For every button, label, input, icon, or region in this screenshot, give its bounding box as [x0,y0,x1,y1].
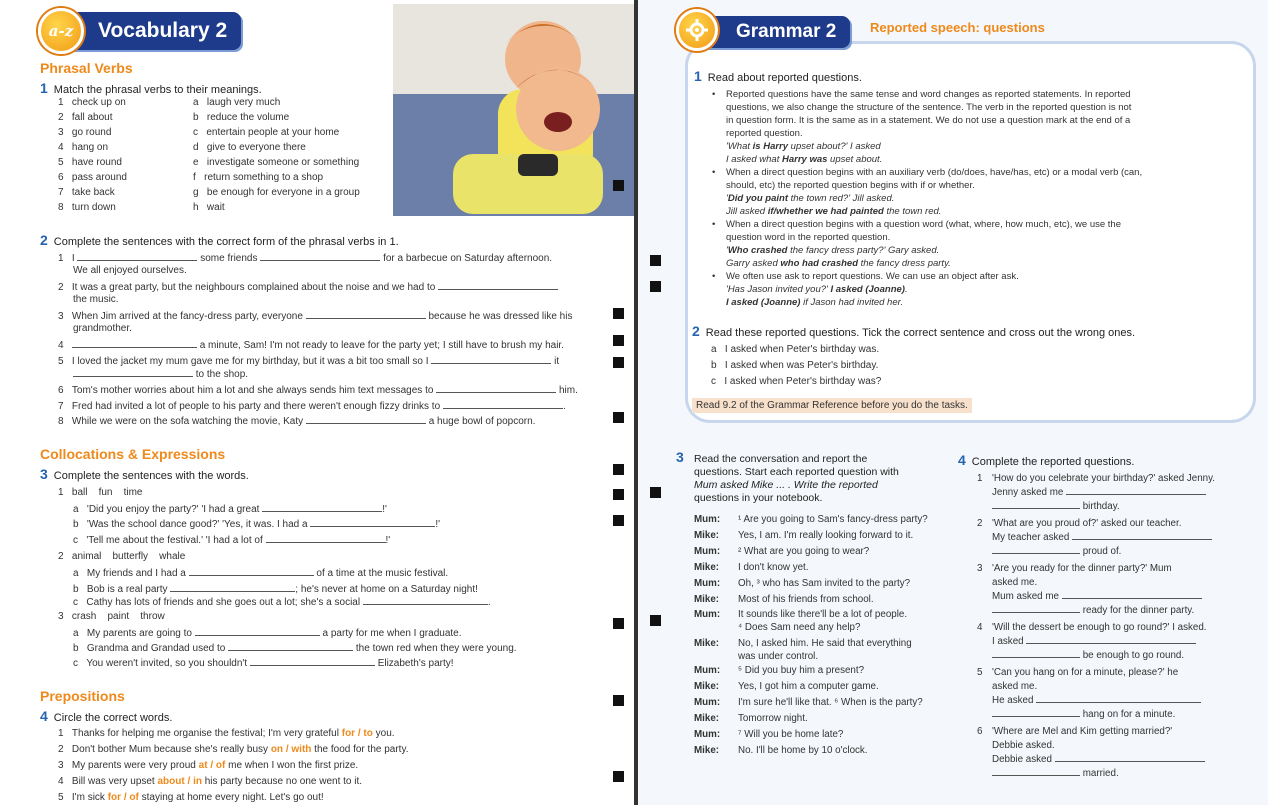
prepositions-heading: Prepositions [40,688,125,704]
grammar-topic: Reported speech: questions [870,20,1045,35]
verb-item: 8 turn down [58,202,116,213]
ex2-sentence-3-cont: grandmother. [73,323,132,334]
g-ex4-title: 4 Complete the reported questions. [958,452,1135,468]
conversation-line: was under control. [738,651,819,662]
ex2-sentence-7: 7 Fred had invited a lot of people to his party and there weren't enough fizzy drinks to . [58,401,566,412]
margin-marker [613,464,624,475]
conversation-line: Mum: ⁵ Did you buy him a present? [694,665,865,676]
margin-marker [650,487,661,498]
answer-blank[interactable] [431,355,551,364]
margin-marker [613,180,624,191]
gear-icon [676,9,718,51]
kids-gaming-photo [393,4,635,216]
option-word[interactable]: in [193,776,202,787]
ex3-3c: c You weren't invited, so you shouldn't Elizabeth's party! [73,658,454,669]
g-ex2-option-a[interactable]: a I asked when Peter's birthday was. [711,344,880,355]
answer-blank[interactable] [443,400,563,409]
answer-blank[interactable] [266,534,386,543]
conversation-line: Mike: I don't know yet. [694,562,809,573]
ex2-sentence-1-cont: We all enjoyed ourselves. [73,265,187,276]
conversation-line: Mum: Oh, ³ who has Sam invited to the party? [694,578,911,589]
rule-2-example-1: 'Did you paint the town red?' Jill asked. [726,193,895,204]
rule-4-example-2: I asked (Joanne) if Jason had invited her. [726,297,904,308]
meaning-item: c entertain people at your home [193,127,340,138]
ex2-sentence-3: 3 When Jim arrived at the fancy-dress party, everyone because he was dressed like his [58,311,573,322]
rq-1: 1 'How do you celebrate your birthday?' asked Jenny. Jenny asked me birthday. [977,473,1216,512]
ex3-1a: a 'Did you enjoy the party?' 'I had a great !' [73,504,387,515]
ex2-sentence-5: 5 I loved the jacket my mum gave me for my birthday, but it was a bit too small so I it [58,356,560,367]
conversation-line: Mum: I'm sure he'll like that. ⁶ When is the party? [694,697,923,708]
ex3-1c: c 'Tell me about the festival.' 'I had a lot of !' [73,535,391,546]
phrasal-verbs-heading: Phrasal Verbs [40,60,133,76]
option-word[interactable]: at [198,760,208,771]
margin-marker [613,335,624,346]
answer-blank[interactable] [436,384,556,393]
ex3-title: 3 Complete the sentences with the words. [40,466,249,482]
g-ex2-option-c[interactable]: c I asked when Peter's birthday was? [711,376,882,387]
conversation-line: Mike: Yes, I am. I'm really looking forward to it. [694,530,914,541]
g-ex2-option-b[interactable]: b I asked when was Peter's birthday. [711,360,879,371]
photo-illustration [393,4,635,216]
answer-blank[interactable] [306,415,426,424]
option-word[interactable]: to [363,728,373,739]
option-word[interactable]: with [291,744,312,755]
rule-4: • We often use ask to report questions. We can use an object after ask. [726,270,1226,283]
answer-blank[interactable] [228,642,353,651]
ex2-sentence-4: 4 a minute, Sam! I'm not ready to leave for the party yet; I still have to brush my hair. [58,340,564,351]
option-word[interactable]: for [341,728,356,739]
answer-blank[interactable] [73,368,193,377]
answer-blank[interactable] [72,339,197,348]
answer-blank[interactable] [992,767,1080,776]
meaning-item: a laugh very much [193,97,281,108]
rq-4: 4 'Will the dessert be enough to go round?' I asked. I asked be enough to go round. [977,622,1207,661]
rq-3: 3 'Are you ready for the dinner party?' Mum asked me. Mum asked me ready for the dinner party. [977,562,1247,618]
conversation-line: Mike: No, I asked him. He said that everything [694,638,912,649]
option-word[interactable]: for [107,792,122,803]
ex4-1: 1 Thanks for helping me organise the festival; I'm very grateful for / to you. [58,728,395,739]
ex4-5: 5 I'm sick for / of staying at home every night. Let's go out! [58,792,324,803]
margin-marker [613,618,624,629]
ex3-1b: b 'Was the school dance good?' 'Yes, it was. I had a !' [73,519,441,530]
grammar-reference-note: Read 9.2 of the Grammar Reference before you do the tasks. [692,398,972,413]
answer-blank[interactable] [262,503,382,512]
conversation-line: Mike: No. I'll be home by 10 o'clock. [694,745,868,756]
answer-blank[interactable] [1066,486,1206,495]
meaning-item: h wait [193,202,225,213]
meaning-item: g be enough for everyone in a group [193,187,360,198]
margin-marker [613,771,624,782]
rule-3-example-1: 'Who crashed the fancy dress party?' Gary asked. [726,245,940,256]
answer-blank[interactable] [306,310,426,319]
rq-5: 5 'Can you hang on for a minute, please?' he asked me. He asked hang on for a minute. [977,666,1247,722]
answer-blank[interactable] [992,500,1080,509]
grammar-rules [726,88,1226,309]
g-ex2-title: 2 Read these reported questions. Tick the correct sentence and cross out the wrong ones. [692,323,1136,339]
answer-blank[interactable] [1055,753,1205,762]
meaning-item: f return something to a shop [193,172,324,183]
margin-marker [613,412,624,423]
conversation-line: Mum: ¹ Are you going to Sam's fancy-dress party? [694,514,928,525]
verb-item: 6 pass around [58,172,127,183]
rule-4-example-1: 'Has Jason invited you?' I asked (Joanne). [726,284,908,295]
option-word[interactable]: about [157,776,185,787]
rule-3: • When a direct question begins with a question word (what, where, how much, etc), we use the question word in the reported question. [726,218,1226,244]
answer-blank[interactable] [1062,590,1202,599]
verb-item: 3 go round [58,127,112,138]
answer-blank[interactable] [363,596,488,605]
margin-marker [650,255,661,266]
ex2-sentence-2-cont: the music. [73,294,119,305]
rq-6: 6 'Where are Mel and Kim getting married?' Debbie asked. Debbie asked married. [977,725,1247,781]
meaning-item: e investigate someone or something [193,157,360,168]
conversation-line: Mike: Yes, I got him a computer game. [694,681,879,692]
answer-blank[interactable] [260,252,380,261]
ex3-2a: a My friends and I had a of a time at the music festival. [73,568,449,579]
conversation-line: Mike: Tomorrow night. [694,713,808,724]
collocations-heading: Collocations & Expressions [40,446,226,462]
margin-marker [613,695,624,706]
answer-blank[interactable] [1036,694,1201,703]
g-ex3-title: 3 Read the conversation and report the questions. Start each reported question with Mum asked Mike ... . Write the reported questions in your notebook. [676,449,899,504]
margin-marker [613,489,624,500]
ex3-3a: a My parents are going to a party for me when I graduate. [73,628,462,639]
word-group-3: 3 crash paint throw [58,611,165,622]
rule-1-example-1: 'What is Harry upset about?' I asked [726,141,881,152]
g-ex1-title: 1 Read about reported questions. [694,68,862,84]
ex2-sentence-1: 1 I some friends for a barbecue on Saturday afternoon. [58,253,553,264]
vocabulary-title: Vocabulary 2 [98,19,228,42]
answer-blank[interactable] [1026,635,1196,644]
conversation-line: Mum: It sounds like there'll be a lot of people. [694,609,908,620]
meaning-item: b reduce the volume [193,112,290,123]
answer-blank[interactable] [77,252,197,261]
margin-marker [650,615,661,626]
grammar-title: Grammar 2 [736,21,837,42]
ex1-title: 1 Match the phrasal verbs to their meanings. [40,80,262,96]
ex4-2: 2 Don't bother Mum because she's really busy on / with the food for the party. [58,744,409,755]
grammar-badge [682,16,850,48]
ex2-sentence-5-cont: to the shop. [73,368,248,380]
option-word[interactable]: of [215,760,226,771]
answer-blank[interactable] [170,583,295,592]
grammar-page [638,0,1268,805]
answer-blank[interactable] [250,657,375,666]
rule-2: • When a direct question begins with an auxiliary verb (do/does, have/has, etc) or a modal verb (can, should, etc) the reported question begins with if or whether. [726,166,1226,192]
ex2-sentence-2: 2 It was a great party, but the neighbours complained about the noise and we had to [58,281,558,293]
conversation-line: Mum: ⁷ Will you be home late? [694,729,844,740]
word-group-1: 1 ball fun time [58,487,143,498]
answer-blank[interactable] [195,627,320,636]
word-group-2: 2 animal butterfly whale [58,551,186,562]
rule-1: • Reported questions have the same tense and word changes as reported statements. In reported questions, we also change the structure of the sentence. The verb in the reported question is not in question form. It is the same as in a statement. We do not use a question mark at the end of a reported question. [726,88,1226,140]
ex3-2c: c Cathy has lots of friends and she goes out a lot; she's a social . [73,597,491,608]
answer-blank[interactable] [189,567,314,576]
answer-blank[interactable] [992,545,1080,554]
conversation-line: Mum: ² What are you going to wear? [694,546,870,557]
rq-2: 2 'What are you proud of?' asked our teacher. My teacher asked proud of. [977,517,1247,559]
conversation [694,512,954,759]
reported-questions [977,472,1247,781]
margin-marker [650,281,661,292]
answer-blank[interactable] [310,518,435,527]
margin-marker [613,308,624,319]
conversation-line: ⁴ Does Sam need any help? [738,622,861,633]
ex2-sentence-8: 8 While we were on the sofa watching the movie, Katy a huge bowl of popcorn. [58,416,536,427]
answer-blank[interactable] [1072,531,1212,540]
option-word[interactable]: of [129,792,139,803]
rule-1-example-2: I asked what Harry was upset about. [726,154,883,165]
verb-item: 7 take back [58,187,115,198]
meaning-item: d give to everyone there [193,142,306,153]
option-word[interactable]: on [270,744,284,755]
ex4-4: 4 Bill was very upset about / in his party because no one went to it. [58,776,363,787]
margin-marker [613,357,624,368]
answer-blank[interactable] [438,281,558,290]
rule-3-example-2: Garry asked who had crashed the fancy dress party. [726,258,951,269]
ex3-3b: b Grandma and Grandad used to the town red when they were young. [73,643,517,654]
verb-item: 2 fall about [58,112,113,123]
ex2-sentence-6: 6 Tom's mother worries about him a lot and she always sends him text messages to him. [58,385,578,396]
ex2-title: 2 Complete the sentences with the correct form of the phrasal verbs in 1. [40,232,399,248]
conversation-line: Mike: Most of his friends from school. [694,594,874,605]
vocabulary-badge [44,12,241,50]
rule-2-example-2: Jill asked if/whether we had painted the town red. [726,206,942,217]
ex3-2b: b Bob is a real party ; he's never at home on a Saturday night! [73,584,478,595]
answer-blank[interactable] [992,649,1080,658]
az-icon: a-z [38,8,84,54]
verb-item: 1 check up on [58,97,126,108]
verb-item: 5 have round [58,157,122,168]
answer-blank[interactable] [992,604,1080,613]
verb-item: 4 hang on [58,142,109,153]
answer-blank[interactable] [992,708,1080,717]
ex4-title: 4 Circle the correct words. [40,708,173,724]
margin-marker [613,515,624,526]
ex4-3: 3 My parents were very proud at / of me when I won the first prize. [58,760,359,771]
